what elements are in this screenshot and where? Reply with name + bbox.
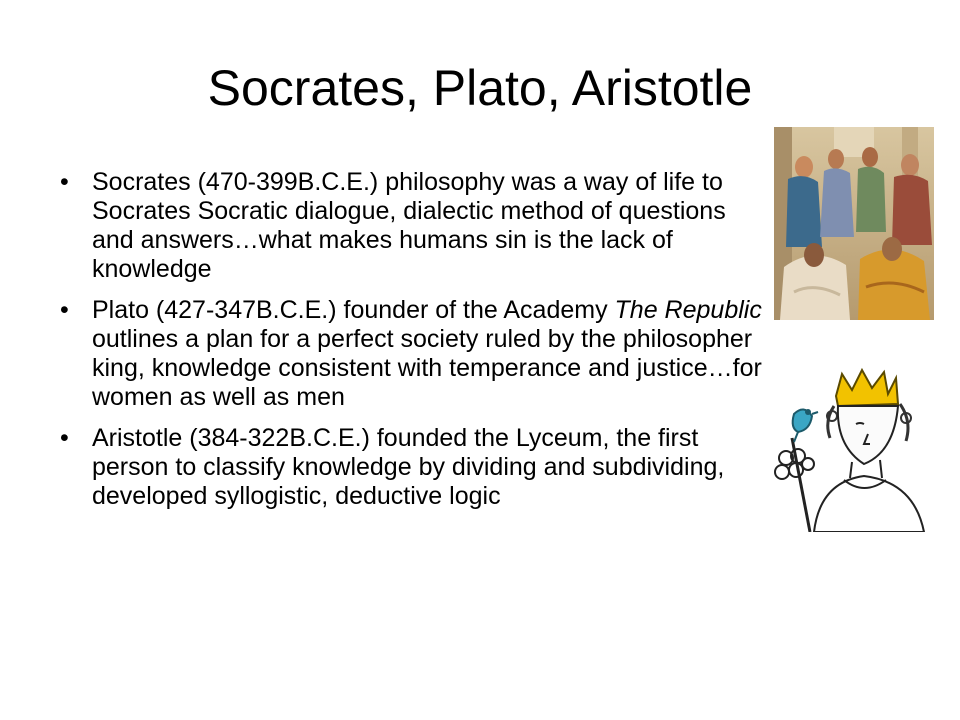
plato-rest-text: outlines a plan for a perfect society ruled by the philosopher king, knowledge consistent with temperance and justice…for women as well as men	[92, 325, 762, 411]
bullet-socrates-text: Socrates (470-399B.C.E.) philosophy was a way of life to Socrates Socratic dialogue, dialectic method of questions and answers…what makes humans sin is the lack of knowledge	[92, 168, 726, 283]
bullet-aristotle	[60, 424, 770, 511]
school-of-athens-fresco-image	[774, 127, 934, 320]
bullet-aristotle-text: Aristotle (384-322B.C.E.) founded the Lyceum, the first person to classify knowledge by dividing and subdividing, developed syllogistic, deductive logic	[92, 424, 725, 510]
crowned-philosopher-king-drawing	[764, 366, 940, 532]
plato-lead-text: Plato (427-347B.C.E.) founder of the Academy	[92, 296, 615, 324]
bullet-dot-icon: •	[60, 424, 69, 452]
book-title-the-republic: The Republic	[614, 296, 762, 324]
bullet-dot-icon: •	[60, 296, 69, 324]
bullet-dot-icon: •	[60, 168, 69, 196]
bullet-plato	[60, 296, 770, 412]
bullet-socrates	[60, 168, 770, 284]
bullet-list	[60, 168, 770, 523]
bullet-plato-text	[92, 296, 770, 412]
slide-title: Socrates, Plato, Aristotle	[207, 60, 753, 116]
